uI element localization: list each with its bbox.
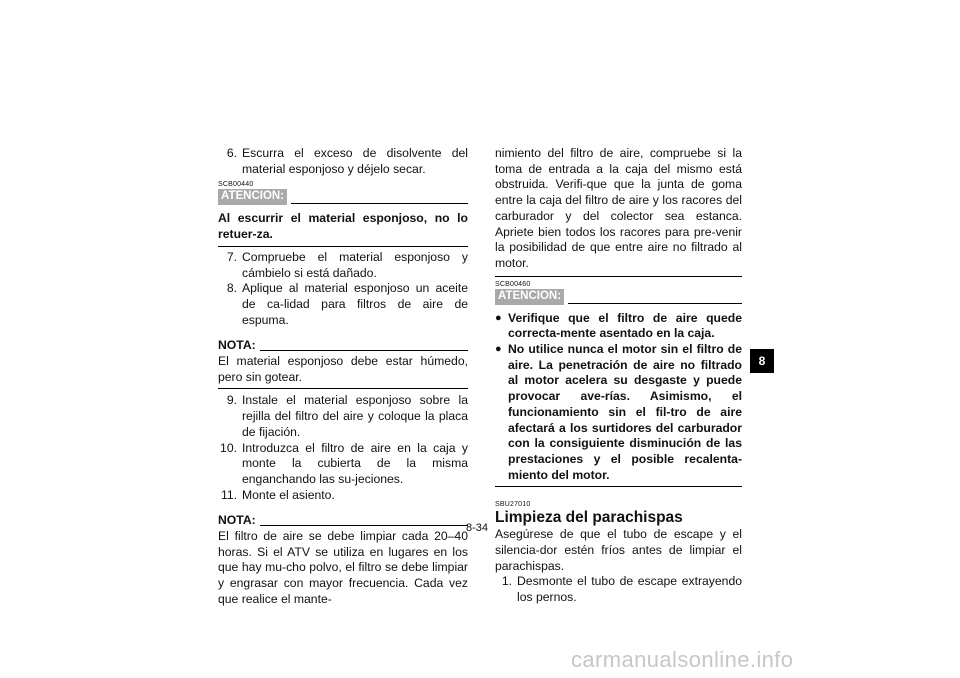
step-text: Aplique al material esponjoso un aceite de ca-lidad para filtros de aire de espuma. [242, 281, 468, 327]
caution-bullet [495, 311, 742, 342]
step-1 [495, 574, 742, 605]
note-label: NOTA: [218, 513, 256, 528]
bullet-text: No utilice nunca el motor sin el filtro de aire. La penetración de aire no filtrado al motor acelera su desgaste y puede provocar ave-rías. Asimismo, el funcionamiento sin el fil-tro de aire afectará a los surtidores del carburador con la consiguiente disminución de las prestaciones y el posible recalenta-miento del motor. [508, 342, 742, 482]
chapter-tab: 8 [750, 349, 774, 373]
caution-bullet [495, 342, 742, 483]
note-header [218, 338, 468, 354]
step-number: 11. [220, 487, 237, 502]
section-title: Limpieza del parachispas [495, 509, 683, 527]
bullet-icon: ● [495, 311, 502, 324]
continuation-text: nimiento del filtro de aire, compruebe si la toma de entrada a la caja del mismo está obstruida. Verifi-que que la junta de goma entre la caja del filtro de aire y los racores del carburador y del colector sea estanca. Apriete bien todos los racores para pre-venir la posibilidad de que entre aire no filtrado al motor. [495, 146, 742, 270]
step-10 [218, 441, 468, 488]
note-text: El material esponjoso debe estar húmedo, pero sin gotear. [218, 354, 468, 384]
note-text: El filtro de aire se debe limpiar cada 20–40 horas. Si el ATV se utiliza en lugares en los que hay mu-cho polvo, el filtro se debe limpiar y engrasar con mayor frecuencia. Cada vez que realice el mante- [218, 529, 468, 606]
note-header [218, 513, 468, 529]
step-11 [218, 488, 468, 504]
bullet-text: Verifique que el filtro de aire quede correcta-mente asentado en la caja. [508, 310, 742, 341]
bullet-icon: ● [495, 343, 502, 356]
caution-header [495, 289, 742, 305]
step-number: 9. [226, 393, 237, 408]
step-number: 1. [501, 574, 512, 589]
section-code: SBU27010 [495, 501, 531, 509]
note-label: NOTA: [218, 338, 256, 353]
step-9 [218, 393, 468, 440]
caution-code: SCB00440 [218, 181, 254, 189]
step-text: Instale el material esponjoso sobre la rejilla del filtro del aire y coloque la placa de fijación. [242, 393, 468, 439]
divider-rule [495, 276, 742, 277]
step-text: Introduzca el filtro de aire en la caja y monte la cubierta de la misma enganchando las su-jeciones. [242, 440, 468, 486]
caution-rule [568, 303, 742, 304]
caution-rule [291, 203, 468, 204]
caution-end-rule [495, 486, 742, 487]
note-rule [260, 525, 468, 526]
caution-code: SCB00460 [495, 280, 531, 288]
step-8 [218, 281, 468, 328]
step-text: Escurra el exceso de disolvente del material esponjoso y déjelo secar. [242, 146, 468, 176]
page-number: 8-34 [466, 522, 489, 534]
caution-header [218, 189, 468, 205]
step-text: Desmonte el tubo de escape extrayendo los pernos. [517, 574, 742, 605]
step-number: 8. [226, 281, 237, 296]
caution-end-rule [218, 246, 468, 247]
step-number: 7. [226, 249, 237, 264]
note-rule [260, 350, 468, 351]
section-intro: Asegúrese de que el tubo de escape y el silencia-dor estén fríos antes de limpiar el parachispas. [495, 527, 742, 573]
watermark: carmanualsonline.info [571, 647, 794, 672]
right-column [495, 146, 742, 606]
step-number: 6. [226, 146, 237, 160]
step-7 [218, 250, 468, 281]
caution-text: Al escurrir el material esponjoso, no lo retuer-za. [218, 211, 468, 242]
note-end-rule [218, 388, 468, 389]
caution-badge: ATENCION: [495, 289, 564, 305]
step-text: Compruebe el material esponjoso y cámbielo si está dañado. [242, 249, 468, 280]
caution-badge: ATENCION: [218, 189, 287, 205]
step-text: Monte el asiento. [242, 487, 335, 502]
step-6 [218, 146, 468, 177]
step-number: 10. [220, 440, 237, 455]
left-column [218, 146, 468, 608]
